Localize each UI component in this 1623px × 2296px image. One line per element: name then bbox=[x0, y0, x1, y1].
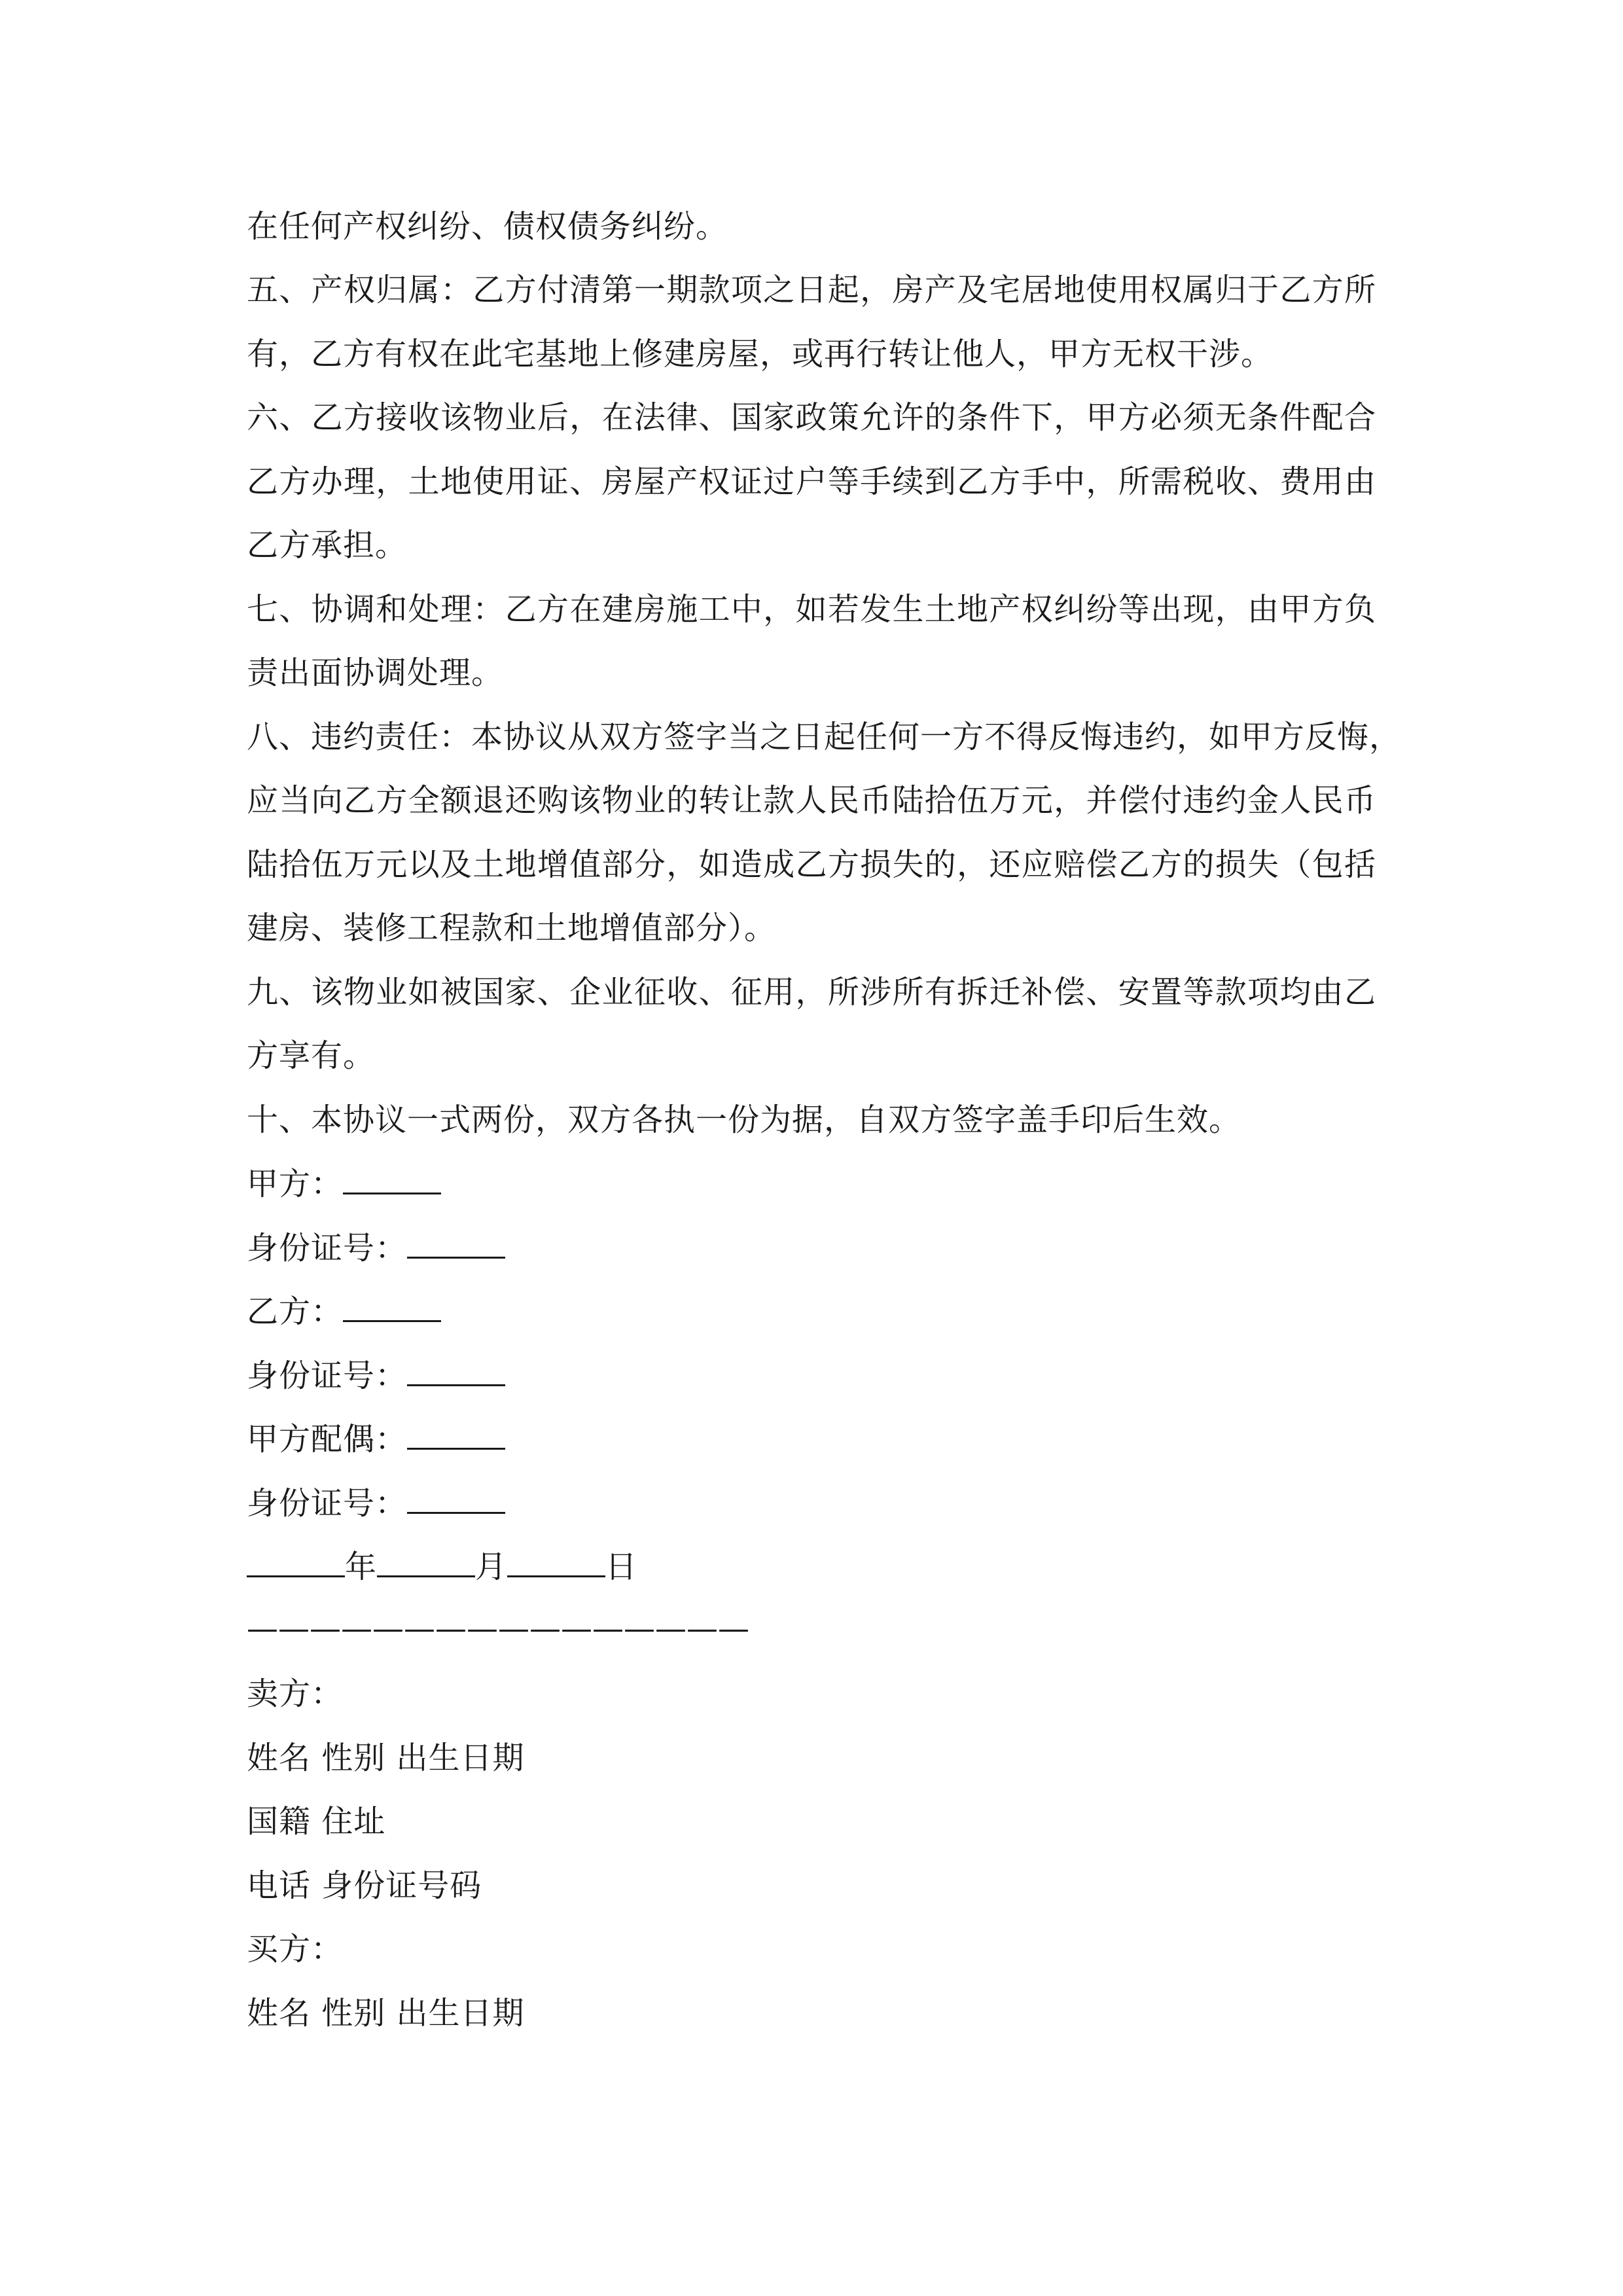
year-blank[interactable] bbox=[247, 1547, 345, 1577]
paragraph-line: 五、产权归属：乙方付清第一期款项之日起，房产及宅居地使用权属归于乙方所 bbox=[247, 272, 1376, 308]
field-label: 身份证号： bbox=[247, 1230, 408, 1266]
paragraph-line: 在任何产权纠纷、债权债务纠纷。 bbox=[247, 208, 728, 245]
seller-row: 电话 身份证号码 bbox=[247, 1867, 482, 1904]
field-label: 身份证号： bbox=[247, 1357, 408, 1394]
paragraph-line: 方享有。 bbox=[247, 1037, 376, 1074]
signature-field-party-a bbox=[247, 1164, 441, 1204]
field-label: 身份证号： bbox=[247, 1485, 408, 1522]
paragraph-line: 乙方承担。 bbox=[247, 527, 408, 564]
date-line bbox=[247, 1547, 637, 1587]
fill-blank[interactable] bbox=[407, 1228, 505, 1259]
month-blank[interactable] bbox=[377, 1547, 475, 1577]
day-label: 日 bbox=[605, 1549, 638, 1585]
paragraph-line: 建房、装修工程款和土地增值部分）。 bbox=[247, 910, 777, 946]
paragraph-line: 八、违约责任：本协议从双方签字当之日起任何一方不得反悔违约，如甲方反悔， bbox=[247, 719, 1402, 755]
paragraph-line: 有，乙方有权在此宅基地上修建房屋，或再行转让他人，甲方无权干涉。 bbox=[247, 336, 1274, 372]
signature-field-id-b bbox=[247, 1355, 505, 1395]
signature-field-id-spouse bbox=[247, 1483, 505, 1523]
fill-blank[interactable] bbox=[343, 1164, 441, 1194]
field-label: 乙方： bbox=[247, 1293, 344, 1330]
fill-blank[interactable] bbox=[407, 1355, 505, 1386]
paragraph-line: 责出面协调处理。 bbox=[247, 655, 504, 691]
month-label: 月 bbox=[475, 1549, 508, 1585]
signature-field-party-b bbox=[247, 1291, 441, 1331]
paragraph-line: 六、乙方接收该物业后，在法律、国家政策允许的条件下，甲方必须无条件配合 bbox=[247, 399, 1376, 436]
paragraph-line: 十、本协议一式两份，双方各执一份为据，自双方签字盖手印后生效。 bbox=[247, 1102, 1241, 1138]
paragraph-line: 乙方办理，土地使用证、房屋产权证过户等手续到乙方手中，所需税收、费用由 bbox=[247, 463, 1376, 500]
seller-heading: 卖方： bbox=[247, 1676, 344, 1712]
buyer-heading: 买方： bbox=[247, 1931, 344, 1967]
field-label: 甲方配偶： bbox=[247, 1421, 408, 1458]
seller-row: 国籍 住址 bbox=[247, 1803, 386, 1840]
paragraph-line: 陆拾伍万元以及土地增值部分，如造成乙方损失的，还应赔偿乙方的损失（包括 bbox=[247, 846, 1376, 883]
day-blank[interactable] bbox=[507, 1547, 605, 1577]
signature-field-id-a bbox=[247, 1228, 505, 1268]
field-label: 甲方： bbox=[247, 1166, 344, 1202]
paragraph-line: 应当向乙方全额退还购该物业的转让款人民币陆拾伍万元，并偿付违约金人民币 bbox=[247, 782, 1376, 819]
seller-row: 姓名 性别 出生日期 bbox=[247, 1740, 525, 1776]
separator-rule: ———————————————— bbox=[247, 1610, 749, 1647]
paragraph-line: 九、该物业如被国家、企业征收、征用，所涉所有拆迁补偿、安置等款项均由乙 bbox=[247, 974, 1376, 1011]
signature-field-spouse bbox=[247, 1419, 505, 1459]
fill-blank[interactable] bbox=[407, 1483, 505, 1514]
year-label: 年 bbox=[345, 1549, 378, 1585]
buyer-row: 姓名 性别 出生日期 bbox=[247, 1995, 525, 2032]
paragraph-line: 七、协调和处理：乙方在建房施工中，如若发生土地产权纠纷等出现，由甲方负 bbox=[247, 591, 1376, 628]
fill-blank[interactable] bbox=[407, 1419, 505, 1450]
fill-blank[interactable] bbox=[343, 1291, 441, 1322]
